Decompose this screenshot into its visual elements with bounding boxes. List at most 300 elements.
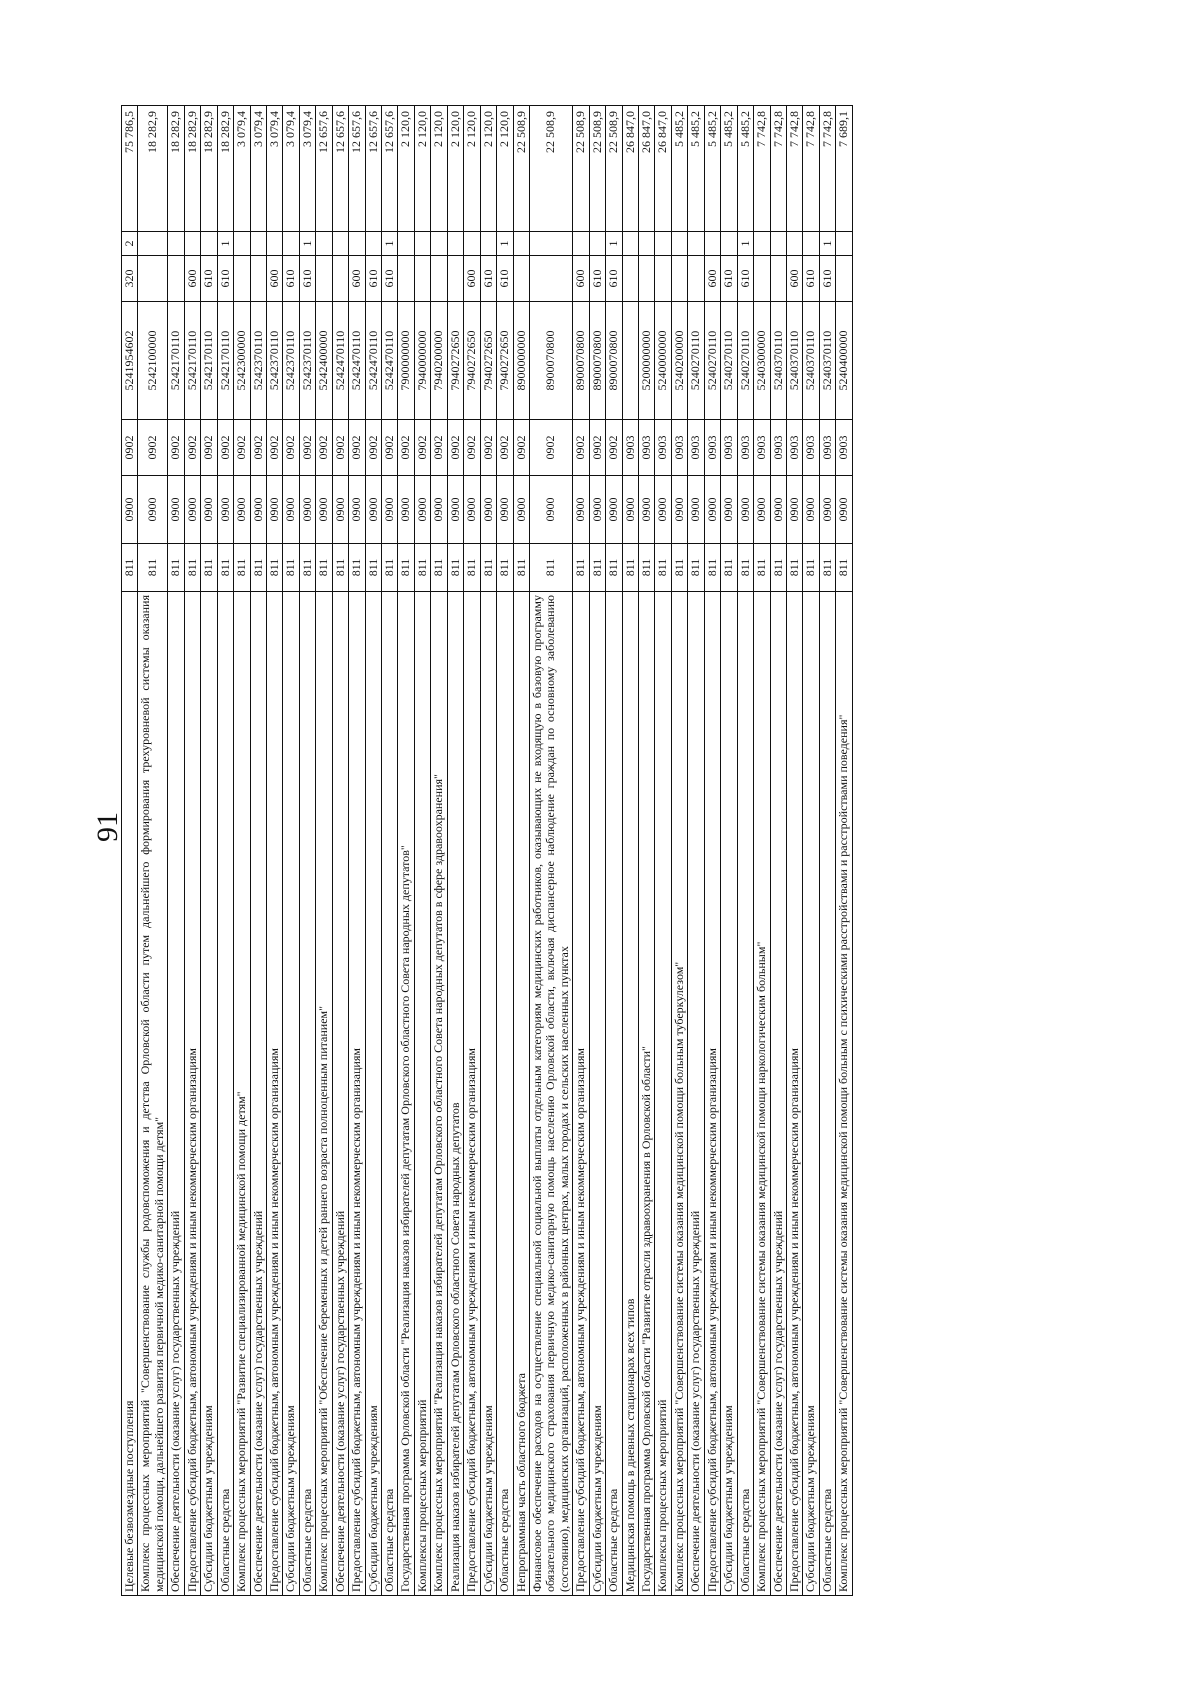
budget-source-cell — [803, 232, 819, 256]
budget-source-cell: 1 — [819, 232, 835, 256]
subsection-code-cell: 0903 — [737, 420, 753, 476]
section-code-cell: 0900 — [122, 476, 138, 544]
grbs-code-cell: 811 — [836, 544, 852, 592]
subsection-code-cell: 0903 — [770, 420, 786, 476]
expense-type-cell — [655, 256, 671, 302]
target-article-cell: 5242170110 — [184, 302, 200, 420]
grbs-code-cell: 811 — [266, 544, 282, 592]
amount-cell: 12 657,6 — [332, 106, 348, 232]
section-code-cell: 0900 — [168, 476, 184, 544]
grbs-code-cell: 811 — [770, 544, 786, 592]
section-code-cell: 0900 — [414, 476, 430, 544]
name-cell: Комплекс процессных мероприятий "Обеспечение беременных и детей раннего возраста полноценным питанием" — [316, 592, 332, 1596]
budget-source-cell — [589, 232, 605, 256]
grbs-code-cell: 811 — [497, 544, 513, 592]
subsection-code-cell: 0903 — [803, 420, 819, 476]
target-article-cell: 5242470110 — [382, 302, 398, 420]
grbs-code-cell: 811 — [447, 544, 463, 592]
name-cell: Комплекс процессных мероприятий "Развитие специализированной медицинской помощи детям" — [234, 592, 250, 1596]
section-code-cell: 0900 — [316, 476, 332, 544]
name-cell: Комплекс процессных мероприятий "Реализация наказов избирателей депутатам Орловского областного Совета народных депутатов в сфере здравоохранения" — [431, 592, 447, 1596]
amount-cell: 2 120,0 — [447, 106, 463, 232]
amount-cell: 7 689,1 — [836, 106, 852, 232]
grbs-code-cell: 811 — [754, 544, 770, 592]
table-row — [250, 106, 266, 1596]
amount-cell: 26 847,0 — [655, 106, 671, 232]
subsection-code-cell: 0902 — [332, 420, 348, 476]
expense-type-cell — [414, 256, 430, 302]
budget-source-cell — [480, 232, 496, 256]
target-article-cell: 5242470110 — [332, 302, 348, 420]
amount-cell: 18 282,9 — [217, 106, 233, 232]
table-row — [234, 106, 250, 1596]
target-article-cell: 5240270110 — [721, 302, 737, 420]
name-cell: Реализация наказов избирателей депутатам Орловского областного Совета народных депутатов — [447, 592, 463, 1596]
amount-cell: 7 742,8 — [819, 106, 835, 232]
subsection-code-cell: 0902 — [606, 420, 622, 476]
amount-cell: 18 282,9 — [168, 106, 184, 232]
subsection-code-cell: 0903 — [704, 420, 720, 476]
section-code-cell: 0900 — [365, 476, 381, 544]
subsection-code-cell: 0902 — [398, 420, 414, 476]
subsection-code-cell: 0902 — [447, 420, 463, 476]
table-row — [447, 106, 463, 1596]
grbs-code-cell: 811 — [655, 544, 671, 592]
amount-cell: 75 786,5 — [122, 106, 138, 232]
section-code-cell: 0900 — [770, 476, 786, 544]
table-row — [513, 106, 529, 1596]
amount-cell: 18 282,9 — [138, 106, 168, 232]
table-row — [688, 106, 704, 1596]
table-row — [283, 106, 299, 1596]
target-article-cell: 5242100000 — [138, 302, 168, 420]
grbs-code-cell: 811 — [122, 544, 138, 592]
target-article-cell: 5240300000 — [754, 302, 770, 420]
grbs-code-cell: 811 — [513, 544, 529, 592]
section-code-cell: 0900 — [529, 476, 572, 544]
target-article-cell: 5240200000 — [671, 302, 687, 420]
name-cell: Комплекс процессных мероприятий "Совершенствование системы оказания медицинской помощи больным с психическими расстройствами и расстройствами поведения" — [836, 592, 852, 1596]
table-row — [382, 106, 398, 1596]
target-article-cell: 5242170110 — [168, 302, 184, 420]
section-code-cell: 0900 — [480, 476, 496, 544]
grbs-code-cell: 811 — [138, 544, 168, 592]
table-row — [431, 106, 447, 1596]
section-code-cell: 0900 — [382, 476, 398, 544]
name-cell: Обеспечение деятельности (оказание услуг) государственных учреждений — [688, 592, 704, 1596]
expense-type-cell — [513, 256, 529, 302]
name-cell: Финансовое обеспечение расходов на осуществление специальной социальной выплаты отдельным категориям медицинских работников, оказывающих не входящую в базовую программу обязательного медицинского страхования первичную медико-санитарную помощь населению Орловской области, включая диспансерное наблюдение граждан по основному заболеванию (состоянию), медицинских организаций, расположенных в районных центрах, малых городах и сельских населенных пунктах — [529, 592, 572, 1596]
budget-source-cell — [365, 232, 381, 256]
target-article-cell: 7940000000 — [414, 302, 430, 420]
name-cell: Обеспечение деятельности (оказание услуг) государственных учреждений — [168, 592, 184, 1596]
subsection-code-cell: 0902 — [168, 420, 184, 476]
name-cell: Комплекс процессных мероприятий "Совершенствование системы оказания медицинской помощи наркологическим больным" — [754, 592, 770, 1596]
name-cell: Областные средства — [382, 592, 398, 1596]
target-article-cell: 5240270110 — [704, 302, 720, 420]
expense-type-cell — [639, 256, 655, 302]
expense-type-cell: 600 — [704, 256, 720, 302]
budget-source-cell: 2 — [122, 232, 138, 256]
target-article-cell: 5242400000 — [316, 302, 332, 420]
expense-type-cell: 600 — [266, 256, 282, 302]
table-row — [770, 106, 786, 1596]
subsection-code-cell: 0902 — [431, 420, 447, 476]
amount-cell: 26 847,0 — [639, 106, 655, 232]
expense-type-cell — [770, 256, 786, 302]
amount-cell: 5 485,2 — [688, 106, 704, 232]
target-article-cell: 7940272650 — [497, 302, 513, 420]
budget-source-cell — [622, 232, 638, 256]
name-cell: Областные средства — [299, 592, 315, 1596]
grbs-code-cell: 811 — [529, 544, 572, 592]
grbs-code-cell: 811 — [299, 544, 315, 592]
subsection-code-cell: 0902 — [217, 420, 233, 476]
table-row — [168, 106, 184, 1596]
table-row — [737, 106, 753, 1596]
target-article-cell: 5240270110 — [737, 302, 753, 420]
name-cell: Целевые безвозмездные поступления — [122, 592, 138, 1596]
grbs-code-cell: 811 — [721, 544, 737, 592]
budget-source-cell — [770, 232, 786, 256]
target-article-cell: 5242370110 — [250, 302, 266, 420]
table-row — [622, 106, 638, 1596]
subsection-code-cell: 0902 — [573, 420, 589, 476]
amount-cell: 5 485,2 — [671, 106, 687, 232]
section-code-cell: 0900 — [836, 476, 852, 544]
subsection-code-cell: 0903 — [819, 420, 835, 476]
expense-type-cell: 610 — [721, 256, 737, 302]
name-cell: Областные средства — [497, 592, 513, 1596]
amount-cell: 3 079,4 — [234, 106, 250, 232]
expense-type-cell: 600 — [184, 256, 200, 302]
target-article-cell: 7940272650 — [464, 302, 480, 420]
name-cell: Предоставление субсидий бюджетным, автономным учреждениям и иным некоммерческим организациям — [349, 592, 365, 1596]
table-row — [414, 106, 430, 1596]
grbs-code-cell: 811 — [217, 544, 233, 592]
section-code-cell: 0900 — [398, 476, 414, 544]
grbs-code-cell: 811 — [398, 544, 414, 592]
section-code-cell: 0900 — [688, 476, 704, 544]
budget-source-cell — [671, 232, 687, 256]
expense-type-cell — [168, 256, 184, 302]
section-code-cell: 0900 — [464, 476, 480, 544]
subsection-code-cell: 0903 — [721, 420, 737, 476]
name-cell: Предоставление субсидий бюджетным, автономным учреждениям и иным некоммерческим организациям — [266, 592, 282, 1596]
expense-type-cell: 610 — [819, 256, 835, 302]
target-article-cell: 8900070800 — [606, 302, 622, 420]
name-cell: Областные средства — [606, 592, 622, 1596]
amount-cell: 22 508,9 — [589, 106, 605, 232]
table-row — [639, 106, 655, 1596]
name-cell: Государственная программа Орловской области "Реализация наказов избирателей депутатам Орловского областного Совета народных депутатов" — [398, 592, 414, 1596]
name-cell: Субсидии бюджетным учреждениям — [589, 592, 605, 1596]
section-code-cell: 0900 — [819, 476, 835, 544]
name-cell: Обеспечение деятельности (оказание услуг) государственных учреждений — [770, 592, 786, 1596]
name-cell: Субсидии бюджетным учреждениям — [480, 592, 496, 1596]
target-article-cell: 5240370110 — [786, 302, 802, 420]
amount-cell: 22 508,9 — [606, 106, 622, 232]
grbs-code-cell: 811 — [639, 544, 655, 592]
target-article-cell: 8900070800 — [573, 302, 589, 420]
section-code-cell: 0900 — [606, 476, 622, 544]
amount-cell: 2 120,0 — [497, 106, 513, 232]
budget-source-cell: 1 — [382, 232, 398, 256]
table-row — [349, 106, 365, 1596]
grbs-code-cell: 811 — [671, 544, 687, 592]
table-body — [122, 106, 853, 1596]
section-code-cell: 0900 — [754, 476, 770, 544]
amount-cell: 7 742,8 — [803, 106, 819, 232]
expense-type-cell: 320 — [122, 256, 138, 302]
target-article-cell: 8900070800 — [529, 302, 572, 420]
table-row — [803, 106, 819, 1596]
section-code-cell: 0900 — [589, 476, 605, 544]
subsection-code-cell: 0902 — [299, 420, 315, 476]
subsection-code-cell: 0903 — [836, 420, 852, 476]
grbs-code-cell: 811 — [803, 544, 819, 592]
name-cell: Комплекс процессных мероприятий "Совершенствование системы оказания медицинской помощи больным туберкулезом" — [671, 592, 687, 1596]
grbs-code-cell: 811 — [414, 544, 430, 592]
subsection-code-cell: 0902 — [414, 420, 430, 476]
budget-source-cell: 1 — [497, 232, 513, 256]
budget-source-cell — [704, 232, 720, 256]
budget-source-cell — [184, 232, 200, 256]
name-cell: Комплексы процессных мероприятий — [655, 592, 671, 1596]
subsection-code-cell: 0903 — [688, 420, 704, 476]
amount-cell: 3 079,4 — [283, 106, 299, 232]
section-code-cell: 0900 — [283, 476, 299, 544]
expense-type-cell: 610 — [201, 256, 217, 302]
budget-source-cell: 1 — [737, 232, 753, 256]
target-article-cell: 7940200000 — [431, 302, 447, 420]
subsection-code-cell: 0902 — [382, 420, 398, 476]
target-article-cell: 8900070800 — [589, 302, 605, 420]
budget-source-cell: 1 — [217, 232, 233, 256]
budget-source-cell — [447, 232, 463, 256]
name-cell: Медицинская помощь в дневных стационарах всех типов — [622, 592, 638, 1596]
expense-type-cell: 610 — [803, 256, 819, 302]
name-cell: Областные средства — [737, 592, 753, 1596]
amount-cell: 2 120,0 — [414, 106, 430, 232]
budget-source-cell — [398, 232, 414, 256]
amount-cell: 2 120,0 — [480, 106, 496, 232]
budget-source-cell — [431, 232, 447, 256]
grbs-code-cell: 811 — [622, 544, 638, 592]
amount-cell: 5 485,2 — [721, 106, 737, 232]
budget-source-cell — [513, 232, 529, 256]
section-code-cell: 0900 — [138, 476, 168, 544]
section-code-cell: 0900 — [513, 476, 529, 544]
grbs-code-cell: 811 — [283, 544, 299, 592]
grbs-code-cell: 811 — [464, 544, 480, 592]
name-cell: Предоставление субсидий бюджетным, автономным учреждениям и иным некоммерческим организациям — [786, 592, 802, 1596]
budget-source-cell — [688, 232, 704, 256]
budget-source-cell — [266, 232, 282, 256]
table-row — [266, 106, 282, 1596]
expense-type-cell: 600 — [349, 256, 365, 302]
target-article-cell: 5240370110 — [819, 302, 835, 420]
grbs-code-cell: 811 — [365, 544, 381, 592]
amount-cell: 26 847,0 — [622, 106, 638, 232]
target-article-cell: 7940272650 — [480, 302, 496, 420]
amount-cell: 12 657,6 — [349, 106, 365, 232]
name-cell: Предоставление субсидий бюджетным, автономным учреждениям и иным некоммерческим организациям — [573, 592, 589, 1596]
table-row — [786, 106, 802, 1596]
budget-source-cell — [836, 232, 852, 256]
grbs-code-cell: 811 — [201, 544, 217, 592]
table-row — [365, 106, 381, 1596]
expense-type-cell: 610 — [606, 256, 622, 302]
amount-cell: 2 120,0 — [431, 106, 447, 232]
amount-cell: 5 485,2 — [737, 106, 753, 232]
grbs-code-cell: 811 — [704, 544, 720, 592]
section-code-cell: 0900 — [299, 476, 315, 544]
section-code-cell: 0900 — [431, 476, 447, 544]
amount-cell: 22 508,9 — [529, 106, 572, 232]
subsection-code-cell: 0902 — [184, 420, 200, 476]
name-cell: Комплексы процессных мероприятий — [414, 592, 430, 1596]
expense-type-cell — [332, 256, 348, 302]
expense-type-cell — [671, 256, 687, 302]
expense-type-cell — [622, 256, 638, 302]
section-code-cell: 0900 — [201, 476, 217, 544]
table-row — [721, 106, 737, 1596]
expense-type-cell — [250, 256, 266, 302]
section-code-cell: 0900 — [250, 476, 266, 544]
budget-source-cell — [464, 232, 480, 256]
subsection-code-cell: 0902 — [349, 420, 365, 476]
section-code-cell: 0900 — [704, 476, 720, 544]
table-row — [332, 106, 348, 1596]
target-article-cell: 5242470110 — [349, 302, 365, 420]
table-row — [497, 106, 513, 1596]
subsection-code-cell: 0902 — [365, 420, 381, 476]
table-row — [655, 106, 671, 1596]
amount-cell: 22 508,9 — [573, 106, 589, 232]
budget-source-cell — [332, 232, 348, 256]
grbs-code-cell: 811 — [250, 544, 266, 592]
name-cell: Областные средства — [217, 592, 233, 1596]
amount-cell: 7 742,8 — [770, 106, 786, 232]
subsection-code-cell: 0902 — [201, 420, 217, 476]
budget-source-cell — [573, 232, 589, 256]
subsection-code-cell: 0903 — [622, 420, 638, 476]
subsection-code-cell: 0902 — [138, 420, 168, 476]
amount-cell: 12 657,6 — [316, 106, 332, 232]
name-cell: Субсидии бюджетным учреждениям — [721, 592, 737, 1596]
target-article-cell: 5242470110 — [365, 302, 381, 420]
expense-type-cell: 610 — [497, 256, 513, 302]
grbs-code-cell: 811 — [332, 544, 348, 592]
table-row — [299, 106, 315, 1596]
name-cell: Субсидии бюджетным учреждениям — [201, 592, 217, 1596]
budget-source-cell: 1 — [299, 232, 315, 256]
grbs-code-cell: 811 — [431, 544, 447, 592]
name-cell: Субсидии бюджетным учреждениям — [365, 592, 381, 1596]
subsection-code-cell: 0902 — [480, 420, 496, 476]
amount-cell: 3 079,4 — [299, 106, 315, 232]
subsection-code-cell: 0903 — [786, 420, 802, 476]
name-cell: Предоставление субсидий бюджетным, автономным учреждениям и иным некоммерческим организациям — [464, 592, 480, 1596]
subsection-code-cell: 0902 — [513, 420, 529, 476]
section-code-cell: 0900 — [655, 476, 671, 544]
amount-cell: 5 485,2 — [704, 106, 720, 232]
expense-type-cell: 600 — [464, 256, 480, 302]
subsection-code-cell: 0903 — [639, 420, 655, 476]
section-code-cell: 0900 — [234, 476, 250, 544]
table-row — [836, 106, 852, 1596]
subsection-code-cell: 0902 — [589, 420, 605, 476]
grbs-code-cell: 811 — [573, 544, 589, 592]
expense-type-cell — [316, 256, 332, 302]
grbs-code-cell: 811 — [819, 544, 835, 592]
expense-type-cell — [529, 256, 572, 302]
subsection-code-cell: 0903 — [754, 420, 770, 476]
name-cell: Государственная программа Орловской области "Развитие отрасли здравоохранения в Орловской области" — [639, 592, 655, 1596]
budget-source-cell: 1 — [606, 232, 622, 256]
amount-cell: 7 742,8 — [754, 106, 770, 232]
expense-type-cell — [836, 256, 852, 302]
budget-source-cell — [754, 232, 770, 256]
name-cell: Субсидии бюджетным учреждениям — [283, 592, 299, 1596]
target-article-cell: 7900000000 — [398, 302, 414, 420]
target-article-cell: 7940272650 — [447, 302, 463, 420]
table-row — [704, 106, 720, 1596]
target-article-cell: 5241954602 — [122, 302, 138, 420]
budget-source-cell — [168, 232, 184, 256]
section-code-cell: 0900 — [332, 476, 348, 544]
section-code-cell: 0900 — [266, 476, 282, 544]
subsection-code-cell: 0902 — [266, 420, 282, 476]
section-code-cell: 0900 — [622, 476, 638, 544]
expense-type-cell — [688, 256, 704, 302]
subsection-code-cell: 0902 — [122, 420, 138, 476]
amount-cell: 3 079,4 — [266, 106, 282, 232]
grbs-code-cell: 811 — [234, 544, 250, 592]
grbs-code-cell: 811 — [688, 544, 704, 592]
table-row — [398, 106, 414, 1596]
expense-type-cell — [234, 256, 250, 302]
amount-cell: 7 742,8 — [786, 106, 802, 232]
budget-source-cell — [349, 232, 365, 256]
budget-source-cell — [201, 232, 217, 256]
target-article-cell: 5240370110 — [803, 302, 819, 420]
page-number: 91 — [91, 812, 124, 842]
budget-source-cell — [250, 232, 266, 256]
expense-type-cell: 610 — [365, 256, 381, 302]
expense-type-cell: 610 — [283, 256, 299, 302]
section-code-cell: 0900 — [349, 476, 365, 544]
table-row — [529, 106, 572, 1596]
target-article-cell: 5240270110 — [688, 302, 704, 420]
budget-source-cell — [655, 232, 671, 256]
target-article-cell: 5242170110 — [201, 302, 217, 420]
grbs-code-cell: 811 — [589, 544, 605, 592]
grbs-code-cell: 811 — [316, 544, 332, 592]
name-cell: Субсидии бюджетным учреждениям — [803, 592, 819, 1596]
name-cell: Обеспечение деятельности (оказание услуг) государственных учреждений — [250, 592, 266, 1596]
target-article-cell: 5242170110 — [217, 302, 233, 420]
table-row — [671, 106, 687, 1596]
name-cell: Обеспечение деятельности (оказание услуг) государственных учреждений — [332, 592, 348, 1596]
expense-type-cell — [447, 256, 463, 302]
target-article-cell: 8900000000 — [513, 302, 529, 420]
subsection-code-cell: 0903 — [655, 420, 671, 476]
expense-type-cell — [431, 256, 447, 302]
table-row — [201, 106, 217, 1596]
table-row — [138, 106, 168, 1596]
